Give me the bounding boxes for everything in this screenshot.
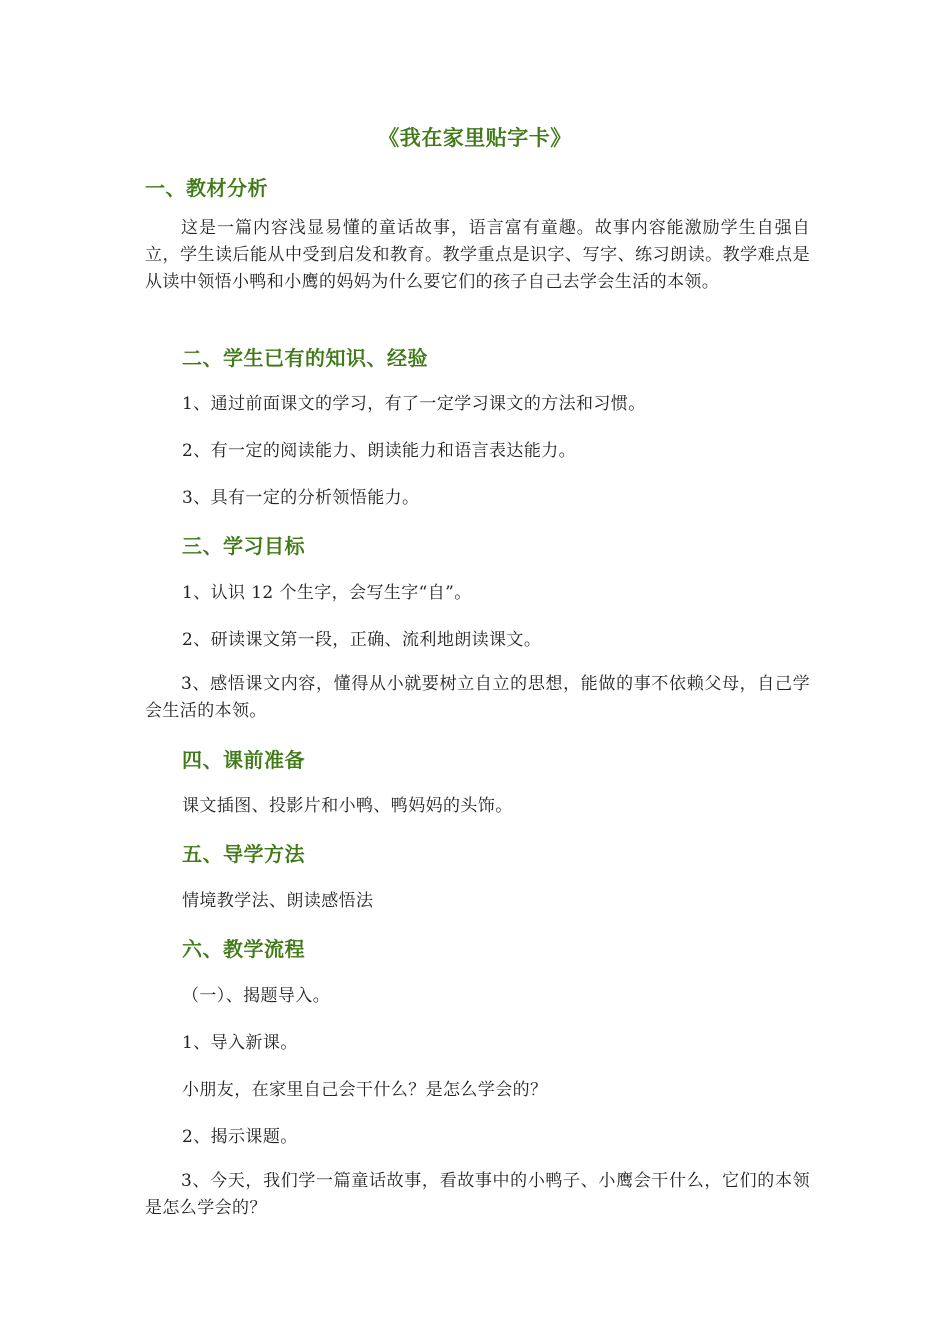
section-2-item-2: 2、有一定的阅读能力、朗读能力和语言表达能力。 <box>182 441 577 461</box>
section-3-paragraph: 3、感悟课文内容，懂得从小就要树立自立的思想，能做的事不依赖父母，自己学会生活的本领。 <box>145 674 810 721</box>
section-6-item-4: 2、揭示课题。 <box>182 1127 298 1147</box>
section-3-item-1: 1、认识 12 个生字，会写生字“自”。 <box>182 583 472 603</box>
section-3-item-2: 2、研读课文第一段，正确、流利地朗读课文。 <box>182 630 542 650</box>
section-5-text: 情境教学法、朗读感悟法 <box>182 891 374 911</box>
section-6-item-1: （一）、揭题导入。 <box>182 986 331 1006</box>
section-6-paragraph: 3、今天，我们学一篇童话故事，看故事中的小鸭子、小鹰会干什么，它们的本领是怎么学会的？ <box>145 1171 810 1218</box>
section-6-item-3: 小朋友，在家里自己会干什么？是怎么学会的？ <box>182 1080 548 1100</box>
section-heading-4: 四、课前准备 <box>182 748 305 772</box>
section-heading-5: 五、导学方法 <box>182 842 305 866</box>
section-1-paragraph: 这是一篇内容浅显易懂的童话故事，语言富有童趣。故事内容能激励学生自强自立，学生读后能从中受到启发和教育。教学重点是识字、写字、练习朗读。教学难点是从读中领悟小鸭和小鹰的妈妈为什么要它们的孩子自己去学会生活的本领。 <box>145 218 810 292</box>
section-2-item-1: 1、通过前面课文的学习，有了一定学习课文的方法和习惯。 <box>182 394 646 414</box>
document-title: 《我在家里贴字卡》 <box>378 125 572 150</box>
section-heading-1: 一、教材分析 <box>145 176 268 200</box>
section-4-text: 课文插图、投影片和小鸭、鸭妈妈的头饰。 <box>182 796 513 816</box>
section-heading-6: 六、教学流程 <box>182 937 305 961</box>
section-2-item-3: 3、具有一定的分析领悟能力。 <box>182 488 420 508</box>
section-6-item-2: 1、导入新课。 <box>182 1033 298 1053</box>
section-heading-2: 二、学生已有的知识、经验 <box>182 346 428 370</box>
section-heading-3: 三、学习目标 <box>182 534 305 558</box>
